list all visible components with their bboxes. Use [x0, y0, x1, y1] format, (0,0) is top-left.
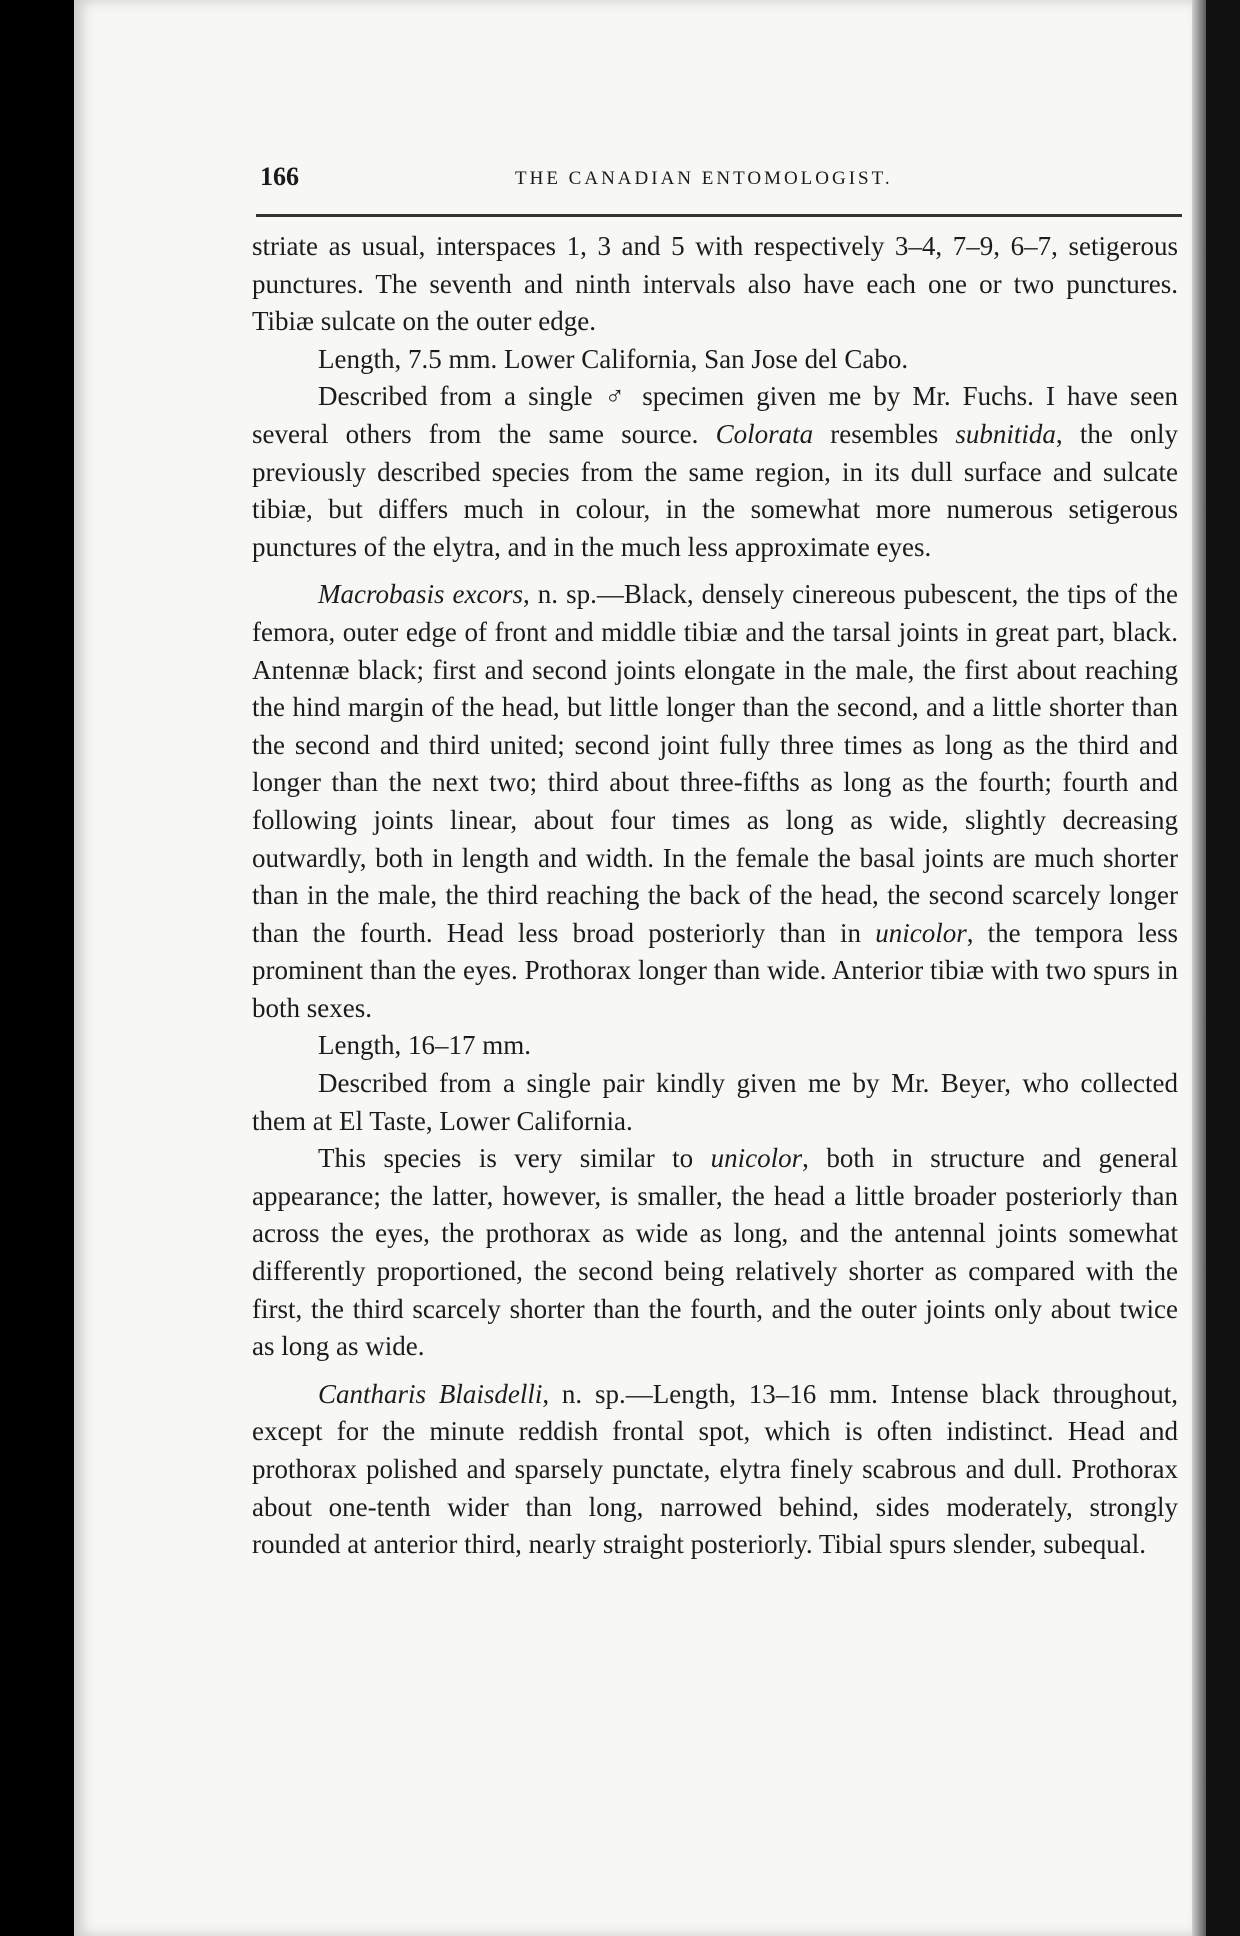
- paragraph-text: , both in structure and general appearance; the latter, however, is smaller, the head a little broader posteriorly than across the eyes, the prothorax as wide as long, and the antennal joints somewhat differently proportioned, the second being relatively shorter as compared with the first, the third scarcely shorter than the fourth, and the outer joints only about twice as long as wide.: [252, 1143, 1178, 1362]
- paragraph-text: , the tempora less prominent than the eyes. Prothorax longer than wide. Anterior tibiæ with two spurs in both sexes.: [252, 917, 1178, 1023]
- paragraph-text: , the only previously described species from the same region, in its dull surface and sulcate tibiæ, but differs much in colour, in the somewhat more numerous setigerous punctures of the elytra, and in the much less approximate eyes.: [252, 418, 1178, 562]
- scan-border: [1206, 0, 1240, 1936]
- species-name: Macrobasis excors: [318, 579, 524, 610]
- body-text: [252, 228, 1178, 1564]
- paragraph-text: Described from a single pair kindly given me by Mr. Beyer, who collected them at El Taste, Lower California.: [252, 1068, 1178, 1136]
- species-name: unicolor: [875, 917, 967, 948]
- paragraph: [252, 378, 1178, 566]
- species-name: subnitida: [955, 418, 1056, 449]
- species-description: [252, 1376, 1178, 1564]
- species-description: [252, 576, 1178, 1027]
- paragraph-text: , n. sp.—Length, 13–16 mm. Intense black throughout, except for the minute reddish frontal spot, which is often indistinct. Head and prothorax polished and sparsely punctate, elytra finely scabrous and dull. Prothorax about one-tenth wider than long, narrowed behind, sides moderately, strongly rounded at anterior third, nearly straight posteriorly. Tibial spurs slender, subequal.: [252, 1378, 1178, 1560]
- species-name: Colorata: [715, 418, 814, 449]
- species-name: Cantharis Blaisdelli: [318, 1378, 543, 1409]
- running-title: THE CANADIAN ENTOMOLOGIST.: [515, 168, 893, 189]
- page-header: [260, 162, 1184, 202]
- paragraph: [252, 1065, 1178, 1140]
- page-edge: [1192, 0, 1206, 1936]
- paragraph: [252, 228, 1178, 341]
- paragraph: [252, 1140, 1178, 1366]
- page-number: 166: [260, 162, 299, 191]
- paragraph-text: , n. sp.—Black, densely cinereous pubescent, the tips of the femora, outer edge of front and middle tibiæ and the tarsal joints in great part, black. Antennæ black; first and second joints elongate in the male, the first about reaching the hind margin of the head, but little longer than the second, and a little shorter than the second and third united; second joint fully three times as long as the third and longer than the next two; third about three-fifths as long as the fourth; fourth and following joints linear, about four times as long as wide, slightly decreasing outwardly, both in length and width. In the female the basal joints are much shorter than in the male, the third reaching the back of the head, the second scarcely longer than the fourth. Head less broad posteriorly than in: [252, 579, 1178, 948]
- paragraph: [252, 341, 1178, 379]
- paragraph-text: Length, 7.5 mm. Lower California, San Jose del Cabo.: [318, 343, 909, 374]
- paragraph-text: Described from a single ♂ specimen given me by Mr. Fuchs. I have seen several others from the same source.: [252, 381, 1178, 449]
- header-rule: [256, 214, 1182, 217]
- paragraph-text: striate as usual, interspaces 1, 3 and 5 with respectively 3–4, 7–9, 6–7, setigerous punctures. The seventh and ninth intervals also have each one or two punctures. Tibiæ sulcate on the outer edge.: [252, 231, 1178, 337]
- species-name: unicolor: [710, 1143, 803, 1174]
- paragraph-text: Length, 16–17 mm.: [318, 1030, 531, 1061]
- paragraph: [252, 1027, 1178, 1065]
- paragraph-text: This species is very similar to: [318, 1143, 711, 1174]
- paragraph-text: resembles: [813, 418, 956, 449]
